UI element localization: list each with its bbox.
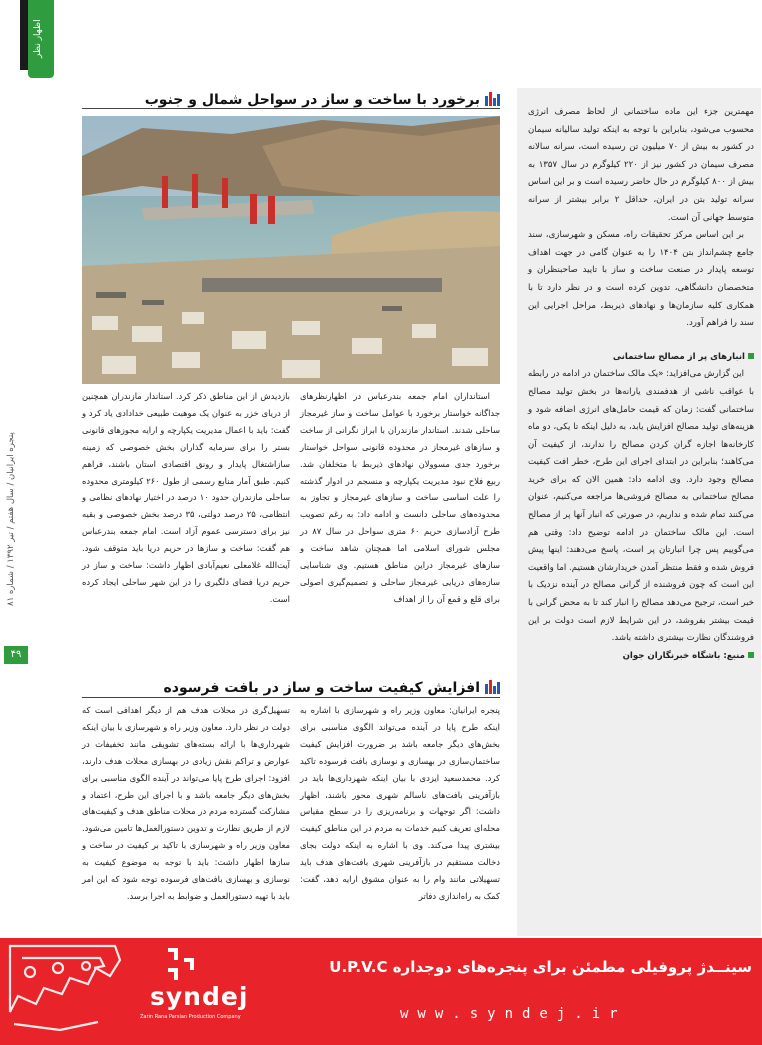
sidebar-paragraph: بر این اساس مرکز تحقیقات راه، مسکن و شهرسازی، سند جامع چشم‌انداز بتن ۱۴۰۴ را به عنوان گامی در جهت اهداف توسعه پایدار در صنعت ساخت و ساز با تایید صاحبنظران و متخصصان دانشگاهی، تدوین کرده است و در نظر دارد تا با همکاری کلیه سازمان‌ها و نهادهای ذیربط، مراحل اجرایی این سند را فراهم آورد. — [528, 230, 754, 329]
article-title: برخورد با ساخت و ساز در سواحل شمال و جنوب — [145, 90, 500, 110]
bar-chart-icon — [484, 90, 500, 110]
issue-info: پنجره ایرانیان / سال هفتم / تیر ۱۳۹۲ / شماره ۸۱ — [6, 432, 16, 607]
banner-url[interactable]: www.syndej.ir — [400, 1006, 627, 1022]
bullet-icon — [748, 353, 754, 359]
title-rule — [82, 108, 500, 109]
title-rule — [82, 697, 500, 698]
section-label: اظهار نظر — [33, 19, 43, 59]
sidebar-paragraph: این گزارش می‌افزاید: «یک مالک ساختمان در ادامه در رابطه با عواقب ناشی از هدفمندی یارانه‌ها در بخش تولید مصالح ساختمانی گفت: زمان که قیمت حامل‌های انرژی اضافه شود و هزینه‌های تولید مصالح افزایش یابد، به دلیل اینکه تا یکی، دو ماه کارخانه‌ها اجازه گران کردن مصالح را ندارند، از کیفیت آن می‌کاهند؛ بنابراین در ابتدای اجرای این طرح، خطر افت کیفیت مصالح وجود دارد. وی ادامه داد: همین الان که برای خرید مصالح ساختمانی به مصالح فروشی‌ها مراجعه می‌کنیم، عنوان می‌کنند تمام شده و نداریم، در صورتی که انبار آنها پر از مصالح است. این مالک ساختمان در ادامه توضیح داد: وقتی هم می‌گوییم پس چرا انبارتان پر است، پاسخ می‌دهند: اینها پیش فروش شده و فقط منتظر آمدن خریدارشان هستیم. اما واقعیت این است که چون فروشنده از گرانی مصالح در آینده نزدیک با خبر است، ترجیح می‌دهد مصالح را انبار کند تا به محض گرانی با قیمت بیشتر بفروشد، در این شرایط لازم است دولت بر این فروشندگان نظارت بیشتری داشته باشد. — [528, 369, 754, 644]
article-column: تسهیل‌گری در محلات هدف هم از دیگر اهدافی است که دولت در نظر دارد. معاون وزیر راه و شهرسازی با بیان اینکه شهرداری‌ها با ارائه بسته‌های تشویقی مانند تخفیفات در عوارض و تراکم نقش زیادی در بهسازی محلات هدف دارند، افزود: اجرای طرح پایا می‌تواند در آینده الگوی مناسبی برای بخش‌های دیگر جامعه باشد و با اجرای این طرح، اعتماد و مشارکت گسترده مردم در محلات مناطق هدف و کیفیت‌های لازم از طریق نظارت و تدوین دستورالعمل‌ها تامین می‌شود. معاون وزیر راه و شهرسازی با تاکید بر کیفیت در ساخت و سازها اظهار داشت: باید با توجه به موضوع کیفیت به نوسازی و بهسازی بافت‌های فرسوده توجه شود که این امر باید با تهیه دستورالعمل و ضوابط به اجرا برسد. — [82, 705, 290, 901]
ad-banner — [0, 938, 762, 1045]
article-column: بازدیدش از این مناطق ذکر کرد. استاندار مازندران همچنین از دریای خزر به عنوان یک موهبت طبیعی خدادادی یاد کرد و گفت: باید با اعمال مدیریت یکپارچه و ارایه مجوزهای قانونی بستر را برای سرمایه گذاران بخش خصوصی که زمینه سازاشتغال پایدار و رونق اقتصادی استان باشند، فراهم کنیم. طبق آمار منابع رسمی از طول ۲۶۰ کیلومتری محدوده ساحلی مازندران حدود ۱۰ درصد در اختیار نهادهای نظامی و انتظامی، ۲۵ درصد دولتی، ۳۵ درصد بخش خصوصی و بقیه نیز برای دسترسی عموم آزاد است. امام جمعه بندرعباس هم گفت: ساخت و سازها در حریم دریا باید متوقف شود. آیت‌الله غلامعلی نعیم‌آبادی اظهار داشت: ساخت و ساز در حریم دریا فضای دلگیری را در این شهر ساحلی ایجاد کرده است. — [82, 391, 290, 604]
port-photo — [82, 116, 500, 384]
syndej-logo-mark — [168, 948, 202, 984]
banner-slogan: سینــدژ پروفیلی مطمئن برای پنجره‌های دوجداره U.P.V.C — [329, 958, 752, 976]
sidebar-content — [528, 104, 754, 665]
source-line: منبع: باشگاه خبرنگاران جوان — [528, 648, 754, 666]
brand-logo-subtitle: Zarin Rana Parsian Production Company — [140, 1014, 241, 1020]
bullet-icon — [748, 652, 754, 658]
brand-logo-text: syndej — [150, 982, 249, 1011]
article-column: پنجره ایرانیان: معاون وزیر راه و شهرسازی با اشاره به اینکه طرح پایا در آینده می‌تواند الگوی مناسبی برای بخش‌های دیگر جامعه باشد بر ضرورت افزایش کیفیت ساختمان‌سازی در بهسازی و نوسازی بافت فرسوده تاکید کرد. محمدسعید ایزدی با بیان اینکه شهرداری‌ها باید در بازآفرینی بافت‌های ناسالم شهری محور باشند، اظهار داشت: اگر توجهات و برنامه‌ریزی را در سطح مقیاس محله‌ای تعریف کنیم خدمات به مردم در این مناطق کیفیت بیشتری پیدا می‌کند. وی با اشاره به اینکه دولت بجای دخالت مستقیم در بازآفرینی شهری بافت‌های هدف باید تسهیلاتی مانند وام را به عنوان مشوق ارایه دهد، گفت: کمک به راه‌اندازی دفاتر — [300, 705, 500, 901]
article-title: افزایش کیفیت ساخت و ساز در بافت فرسوده — [164, 678, 500, 698]
sidebar-section-heading: انبارهای پر از مصالح ساختمانی — [528, 349, 754, 367]
bar-chart-icon — [484, 678, 500, 698]
window-profile-icon — [0, 938, 130, 1045]
article-column: استانداران امام جمعه بندرعباس در اظهارنظرهای جداگانه خواستار برخورد با عوامل ساخت و ساز غیرمجاز ساحلی شدند. استاندار مازندران با ابراز نگرانی از ساخت و سازهای غیرمجاز در محدوده قانونی سواحل خواستار برخورد جدی مسوولان نهادهای ذیربط با متخلفان شد. ربیع فلاح نبود مدیریت یکپارچه و منسجم در ادوار گذشته را علت اساسی ساخت و سازهای غیرمجاز و تجاوز به محدوده‌های ساحلی دانست و ادامه داد: به رغم تصویب طرح آزادسازی حریم ۶۰ متری سواحل در سال ۸۷ در مجلس شورای اسلامی اما همچنان شاهد ساخت و سازهای غیرمجاز دراین مناطق هستیم. وی شناسایی سازه‌های دریایی غیرمجاز ساحلی و تصمیم‌گیری اصولی برای قلع و قمع آن را از اهداف — [300, 391, 500, 604]
sidebar-paragraph: مهمترین جزء این ماده ساختمانی از لحاظ مصرف انرژی محسوب می‌شود، بنابراین با توجه به اینکه تولید سالیانه سیمان در کشور به بیش از ۷۰ میلیون تن رسیده است، سرانه سالانه مصرف سیمان در کشور نیز از ۲۲۰ کیلوگرم در سال ۱۳۵۷ به بیش از ۸۰۰ کیلوگرم در حال حاضر رسیده است و بر این اساس سرانه تولید بتن در ایران، حداقل ۲ برابر بیشتر از سرانه متوسط جهانی آن است. — [528, 107, 755, 223]
page-number: ۴۹ — [4, 646, 28, 664]
